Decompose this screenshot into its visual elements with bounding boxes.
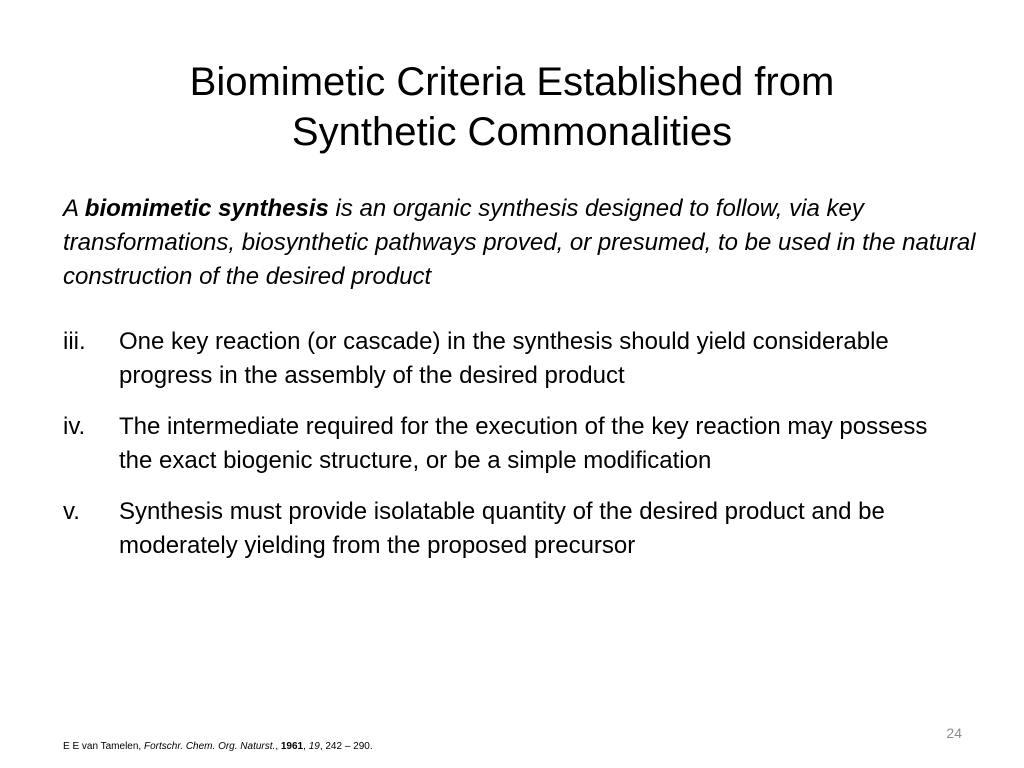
criteria-item-v [63, 495, 963, 563]
list-marker: v. [63, 498, 80, 525]
list-marker: iv. [63, 413, 86, 440]
list-item-text: The intermediate required for the execution of the key reaction may possess the exact biogenic structure, or be a simple modification [119, 413, 928, 474]
page-number: 24 [946, 725, 962, 741]
list-item-text: Synthesis must provide isolatable quantity of the desired product and be moderately yielding from the proposed precursor [119, 498, 885, 559]
slide-title [60, 57, 964, 157]
list-item-text: One key reaction (or cascade) in the synthesis should yield considerable progress in the assembly of the desired product [119, 328, 889, 389]
criteria-item-iv [63, 410, 963, 478]
citation-volume: 19 [308, 741, 320, 752]
citation-sep-1: , [275, 741, 281, 752]
definition-body: is an organic synthesis designed to follow, via key transformations, biosynthetic pathways proved, or presumed, to be used in the natural construction of the desired product [63, 195, 976, 290]
citation [63, 741, 373, 752]
citation-journal: Fortschr. Chem. Org. Naturst. [143, 741, 276, 752]
citation-sep-2: , [303, 741, 309, 752]
criteria-item-iii [63, 325, 963, 393]
title-line-1: Biomimetic Criteria Established from [189, 59, 835, 104]
citation-year: 1961 [280, 741, 304, 752]
criteria-list [63, 325, 963, 580]
citation-pages: , 242 – 290. [319, 741, 373, 752]
list-marker: iii. [63, 328, 86, 355]
definition-lead: A [63, 195, 85, 222]
definition-term: biomimetic synthesis [84, 195, 329, 222]
title-line-2: Synthetic Commonalities [291, 109, 733, 154]
citation-author: E E van Tamelen, [63, 741, 144, 752]
definition-paragraph [63, 192, 978, 294]
